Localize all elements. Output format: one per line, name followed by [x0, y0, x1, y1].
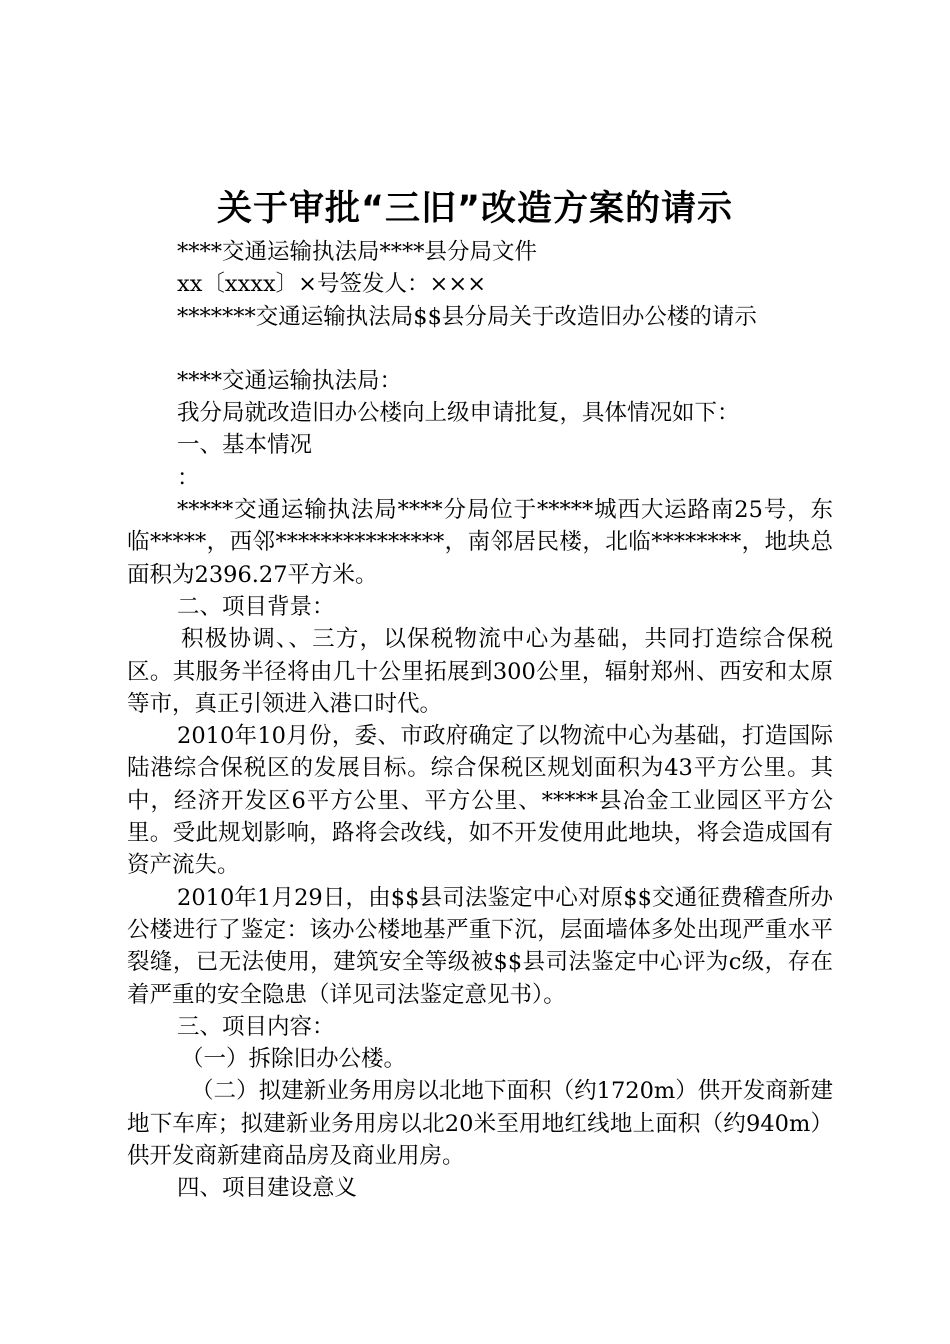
header-line-1: ****交通运输执法局****县分局文件: [177, 239, 538, 265]
section-3-item-2: （二）拟建新业务用房以北地下面积（约1720m）供开发商新建地下车库；拟建新业务用房以北20米至用地红线地上面积（约940m）供开发商新建商品房及商业用房。: [127, 1078, 833, 1170]
document-title: 关于审批“三旧”改造方案的请示: [216, 189, 733, 229]
intro-paragraph: 我分局就改造旧办公楼向上级申请批复，具体情况如下：: [177, 400, 740, 427]
section-3-heading: 三、项目内容：: [177, 1013, 335, 1040]
section-2-heading: 二、项目背景：: [177, 593, 335, 620]
header-line-3: *******交通运输执法局$$县分局关于改造旧办公楼的请示: [177, 303, 757, 330]
section-3-item-1: （一）拆除旧办公楼。: [181, 1046, 407, 1073]
section-2-paragraph-1: 积极协调、、三方，以保税物流中心为基础，共同打造综合保税区。其服务半径将由几十公里拓展到300公里，辐射郑州、西安和太原等市，真正引领进入港口时代。: [127, 626, 833, 717]
header-line-2: xx〔xxxx〕×号签发人：×××: [177, 271, 487, 298]
blank-line: [127, 333, 833, 365]
section-2-paragraph-3: 2010年1月29日，由$$县司法鉴定中心对原$$交通征费稽查所办公楼进行了鉴定：该办公楼地基严重下沉，层面墙体多处出现严重水平裂缝，已无法使用，建筑安全等级被$$县司法鉴定中心评为c级，存在着严重的安全隐患（详见司法鉴定意见书）。: [127, 884, 833, 1008]
section-1-paragraph: *****交通运输执法局****分局位于*****城西大运路南25号，东临*****，西邻***************，南邻居民楼，北临********，地块总面积为2396.27平方米。: [127, 497, 833, 588]
section-4-heading: 四、项目建设意义: [177, 1175, 358, 1202]
document-body: [127, 236, 833, 1205]
section-2-paragraph-2: 2010年10月份，委、市政府确定了以物流中心为基础，打造国际陆港综合保税区的发展目标。综合保税区规划面积为43平方公里。其中，经济开发区6平方公里、平方公里、*****县冶金工业园区平方公里。受此规划影响，路将会改线，如不开发使用此地块，将会造成国有资产流失。: [127, 723, 833, 879]
section-1-colon: ：: [177, 464, 200, 491]
section-1-heading: 一、基本情况: [177, 432, 313, 459]
salutation: ****交通运输执法局：: [177, 367, 403, 394]
